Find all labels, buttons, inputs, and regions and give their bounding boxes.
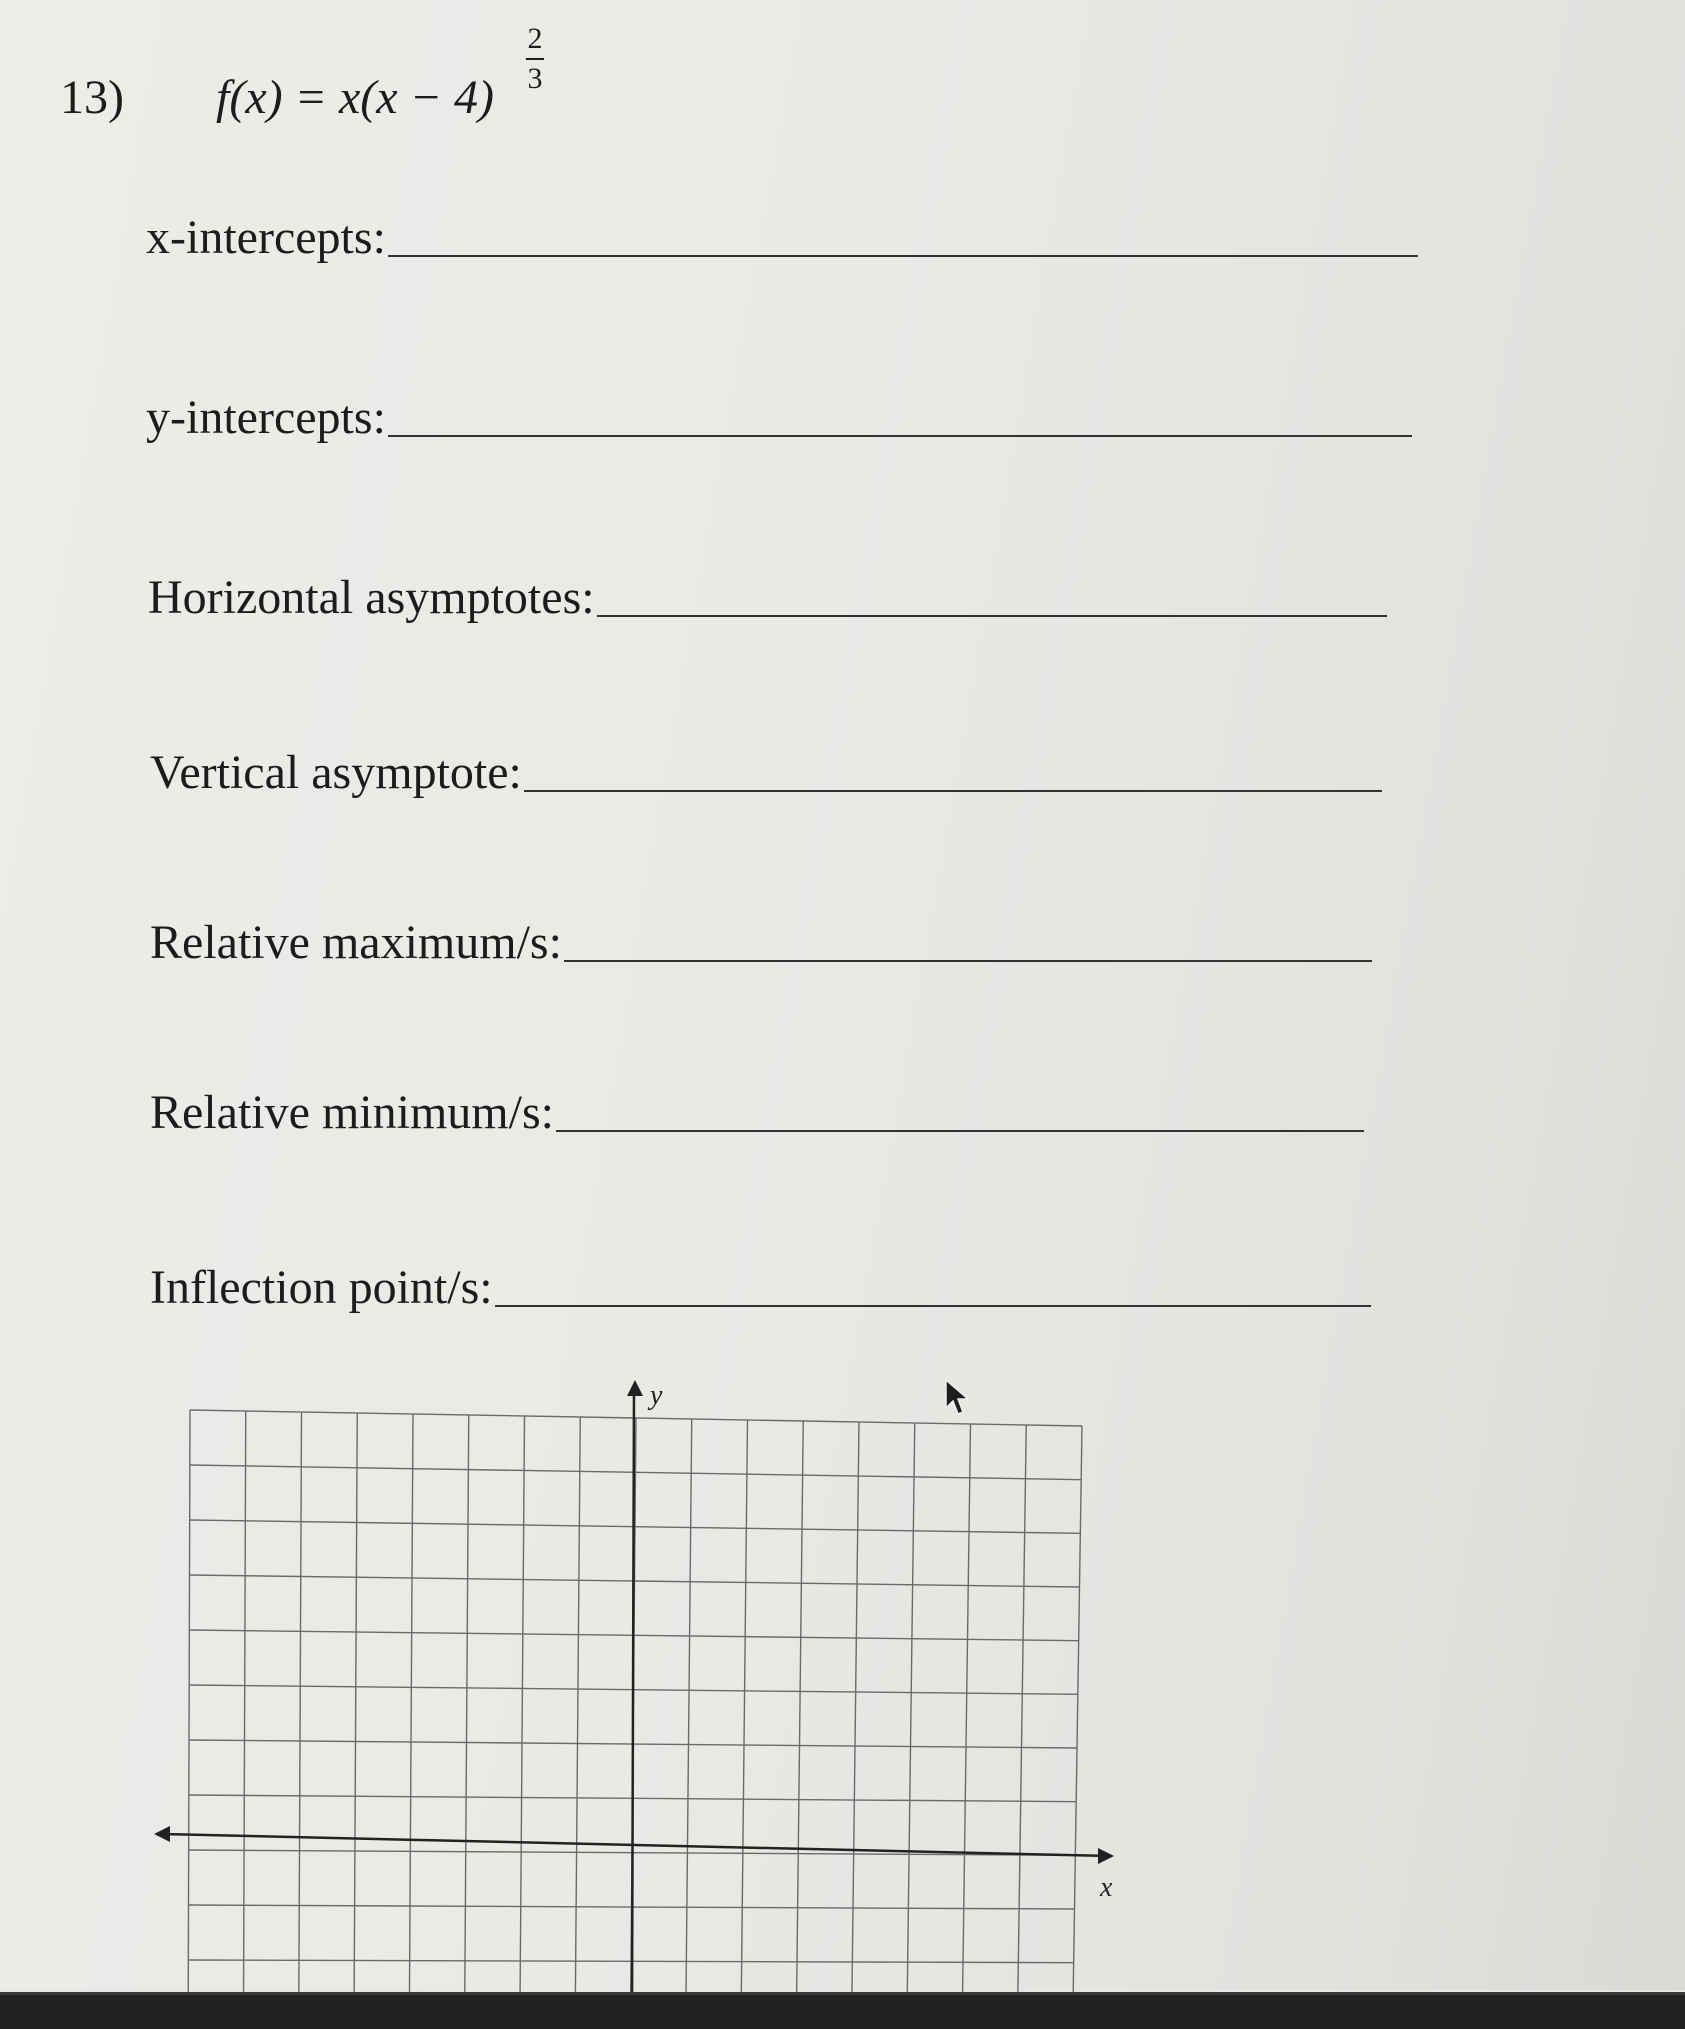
y-axis-label: y [650,1380,663,1411]
field-y-intercepts [146,390,1412,445]
field-relative-maximum [150,915,1372,970]
field-label: y-intercepts: [146,391,386,444]
grid-vertical-line [1017,1425,1027,2010]
x-axis-left-arrow-icon [154,1826,170,1842]
grid-vertical-line [1072,1426,1082,2010]
answer-blank[interactable] [556,1128,1364,1132]
monitor-bezel [0,1992,1685,2029]
grid-vertical-line [851,1422,859,2010]
grid-vertical-line [685,1419,692,2010]
grid-vertical-line [906,1423,915,2010]
x-axis-right-arrow-icon [1098,1848,1114,1864]
answer-blank[interactable] [495,1303,1371,1307]
grid-vertical-line [796,1421,804,2010]
grid-vertical-line [464,1415,469,2010]
grid-vertical-line [243,1411,246,2010]
grid-vertical-line [409,1414,413,2010]
function-expression: f(x) = x(x − 4) [216,71,494,124]
answer-blank[interactable] [597,613,1387,617]
coordinate-grid[interactable] [150,1370,1150,2010]
fraction-bar [526,58,544,60]
exponent-numerator: 2 [527,22,543,55]
field-horizontal-asymptotes [148,570,1387,625]
problem-number: 13) [60,71,124,124]
grid-vertical-line [575,1417,581,2010]
grid-vertical-line [520,1416,525,2010]
field-relative-minimum [150,1085,1364,1140]
field-label: Inflection point/s: [150,1261,493,1314]
answer-blank[interactable] [524,788,1382,792]
field-label: Relative minimum/s: [150,1086,554,1139]
field-label: Vertical asymptote: [150,746,522,799]
field-label: x-intercepts: [146,211,386,264]
problem-statement [60,22,543,125]
mouse-pointer-icon [944,1378,972,1418]
grid-vertical-line [299,1412,302,2010]
grid-lines [188,1410,1082,2010]
grid-vertical-line [962,1424,971,2010]
answer-blank[interactable] [388,433,1412,437]
answer-blank[interactable] [564,958,1372,962]
exponent-denominator: 3 [527,62,543,95]
x-axis [154,1826,1114,1903]
field-label: Horizontal asymptotes: [148,571,595,624]
x-axis-label: x [1100,1872,1113,1903]
field-inflection-points [150,1260,1371,1315]
grid-vertical-line [741,1420,748,2010]
field-x-intercepts [146,210,1418,265]
field-label: Relative maximum/s: [150,916,562,969]
answer-blank[interactable] [388,253,1418,257]
field-vertical-asymptote [150,745,1382,800]
function-exponent [526,24,544,94]
grid-vertical-line [354,1413,358,2010]
y-axis [627,1380,663,2010]
grid-vertical-line [188,1410,190,2010]
y-axis-arrow-icon [627,1380,643,1396]
